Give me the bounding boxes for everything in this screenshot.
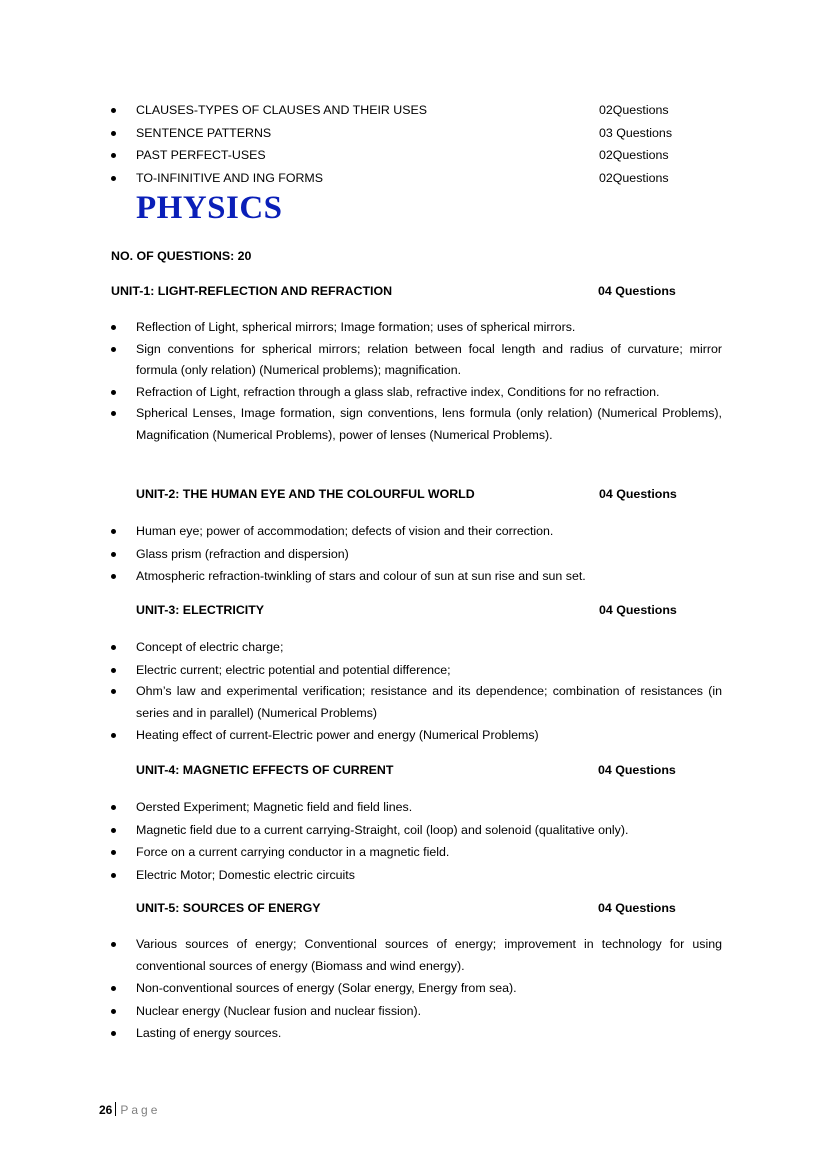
page-footer (99, 1102, 160, 1117)
page-label: Page (120, 1103, 161, 1117)
list-item: Non-conventional sources of energy (Solar energy, Energy from sea). (111, 977, 722, 1000)
list-item: Electric Motor; Domestic electric circuits (111, 864, 722, 887)
section-title: PHYSICS (136, 190, 283, 226)
english-topic-list (111, 99, 722, 189)
list-item (111, 144, 722, 167)
list-item (111, 167, 722, 190)
list-item: Refraction of Light, refraction through a glass slab, refractive index, Conditions for no refraction. (111, 382, 722, 404)
list-item: Magnetic field due to a current carrying-Straight, coil (loop) and solenoid (qualitative only). (111, 819, 722, 842)
list-item (111, 99, 722, 122)
list-item: Human eye; power of accommodation; defects of vision and their correction. (111, 520, 722, 543)
footer-divider (115, 1102, 116, 1116)
unit-4-topic-list (111, 796, 722, 886)
unit-5-topic-list (111, 934, 722, 1045)
page-number: 26 (99, 1103, 113, 1117)
list-item: Atmospheric refraction-twinkling of stars and colour of sun at sun rise and sun set. (111, 565, 722, 588)
list-item: Lasting of energy sources. (111, 1022, 722, 1045)
topic-label: PAST PERFECT-USES (136, 148, 266, 162)
question-count: 02Questions (599, 148, 669, 162)
list-item: Force on a current carrying conductor in a magnetic field. (111, 841, 722, 864)
unit-3-title: UNIT-3: ELECTRICITY (136, 603, 265, 617)
unit-5-question-count: 04 Questions (598, 901, 676, 915)
unit-2-title: UNIT-2: THE HUMAN EYE AND THE COLOURFUL WORLD (136, 487, 475, 501)
num-questions-label: NO. OF QUESTIONS: 20 (111, 249, 252, 263)
unit-2-topic-list (111, 520, 722, 588)
topic-label: SENTENCE PATTERNS (136, 125, 272, 140)
list-item: Heating effect of current-Electric power and energy (Numerical Problems) (111, 724, 722, 747)
question-count: 03 Questions (599, 125, 673, 140)
unit-3-question-count: 04 Questions (599, 603, 677, 617)
topic-label: CLAUSES-TYPES OF CLAUSES AND THEIR USES (136, 103, 428, 117)
unit-5-title: UNIT-5: SOURCES OF ENERGY (136, 901, 321, 915)
topic-label: TO-INFINITIVE AND ING FORMS (136, 170, 324, 185)
list-item: Reflection of Light, spherical mirrors; Image formation; uses of spherical mirrors. (111, 317, 722, 339)
question-count: 02Questions (599, 103, 669, 117)
list-item: Ohm’s law and experimental verification; resistance and its dependence; combination of resistances (in series and in parallel) (Numerical Problems) (111, 681, 722, 724)
unit-2-question-count: 04 Questions (599, 487, 677, 501)
unit-4-question-count: 04 Questions (598, 763, 676, 777)
unit-3-topic-list (111, 636, 722, 747)
list-item: Oersted Experiment; Magnetic field and field lines. (111, 796, 722, 819)
list-item: Nuclear energy (Nuclear fusion and nuclear fission). (111, 1000, 722, 1023)
unit-1-title: UNIT-1: LIGHT-REFLECTION AND REFRACTION (111, 284, 393, 298)
list-item: Various sources of energy; Conventional sources of energy; improvement in technology for using conventional sources of energy (Biomass and wind energy). (111, 934, 722, 977)
list-item: Electric current; electric potential and potential difference; (111, 659, 722, 682)
unit-1-question-count: 04 Questions (598, 284, 676, 298)
list-item: Sign conventions for spherical mirrors; relation between focal length and radius of curvature; mirror formula (only relation) (Numerical problems); magnification. (111, 339, 722, 382)
question-count: 02Questions (599, 170, 669, 185)
list-item: Glass prism (refraction and dispersion) (111, 543, 722, 566)
list-item: Spherical Lenses, Image formation, sign conventions, lens formula (only relation) (Numerical Problems), Magnification (Numerical Problems), power of lenses (Numerical Problems). (111, 403, 722, 446)
unit-1-topic-list (111, 317, 722, 447)
list-item: Concept of electric charge; (111, 636, 722, 659)
list-item (111, 122, 722, 145)
unit-4-title: UNIT-4: MAGNETIC EFFECTS OF CURRENT (136, 763, 394, 777)
